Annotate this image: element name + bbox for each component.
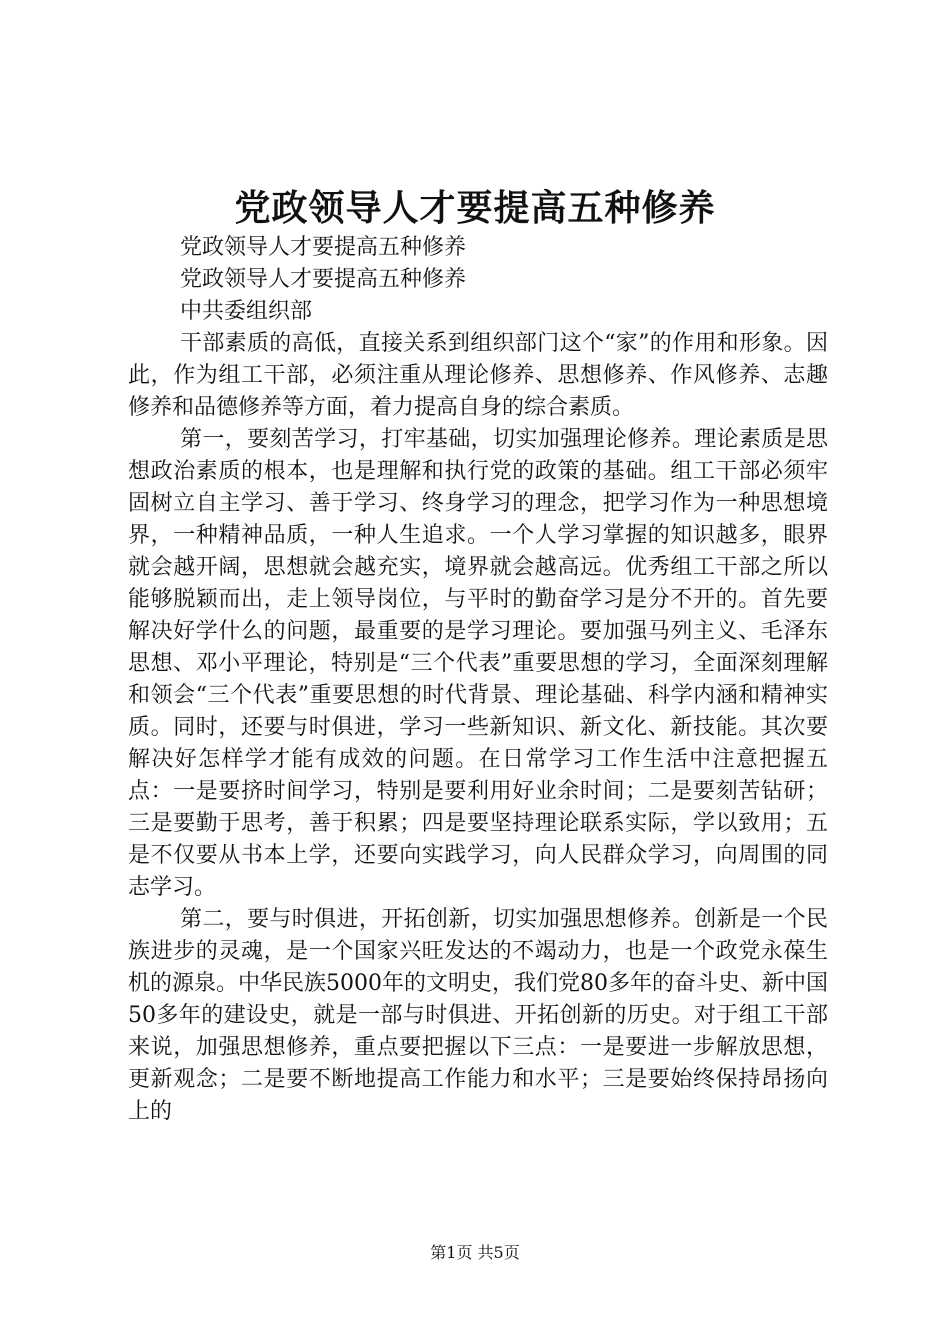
document-body: [128, 232, 828, 1128]
section-two-paragraph: 第二，要与时俱进，开拓创新，切实加强思想修养。创新是一个民族进步的灵魂，是一个国家兴旺发达的不竭动力，也是一个政党永葆生机的源泉。中华民族5000年的文明史，我们党80多年的奋斗史、新中国50多年的建设史，就是一部与时俱进、开拓创新的历史。对于组工干部来说，加强思想修养，重点要把握以下三点：一是要进一步解放思想，更新观念；二是要不断地提高工作能力和水平；三是要始终保持昂扬向上的: [128, 907, 828, 1124]
subtitle-line: 党政领导人才要提高五种修养: [180, 235, 467, 260]
intro-paragraph: 干部素质的高低，直接关系到组织部门这个“家”的作用和形象。因此，作为组工干部，必须注重从理论修养、思想修养、作风修养、志趣修养和品德修养等方面，着力提高自身的综合素质。: [128, 331, 828, 420]
page-footer: 第1页 共5页: [430, 1243, 520, 1262]
subtitle-line: 党政领导人才要提高五种修养: [180, 267, 467, 292]
document-title: 党政领导人才要提高五种修养: [234, 187, 716, 229]
author-line: 中共委组织部: [180, 299, 313, 324]
section-one-paragraph: 第一，要刻苦学习，打牢基础，切实加强理论修养。理论素质是思想政治素质的根本，也是理解和执行党的政策的基础。组工干部必须牢固树立自主学习、善于学习、终身学习的理念，把学习作为一种思想境界，一种精神品质，一种人生追求。一个人学习掌握的知识越多，眼界就会越开阔，思想就会越充实，境界就会越高远。优秀组工干部之所以能够脱颖而出，走上领导岗位，与平时的勤奋学习是分不开的。首先要解决好学什么的问题，最重要的是学习理论。要加强马列主义、毛泽东思想、邓小平理论，特别是“三个代表”重要思想的学习，全面深刻理解和领会“三个代表”重要思想的时代背景、理论基础、科学内涵和精神实质。同时，还要与时俱进，学习一些新知识、新文化、新技能。其次要解决好怎样学才能有成效的问题。在日常学习工作生活中注意把握五点：一是要挤时间学习，特别是要利用好业余时间；二是要刻苦钻研；三是要勤于思考，善于积累；四是要坚持理论联系实际，学以致用；五是不仅要从书本上学，还要向实践学习，向人民群众学习，向周围的同志学习。: [128, 427, 828, 900]
